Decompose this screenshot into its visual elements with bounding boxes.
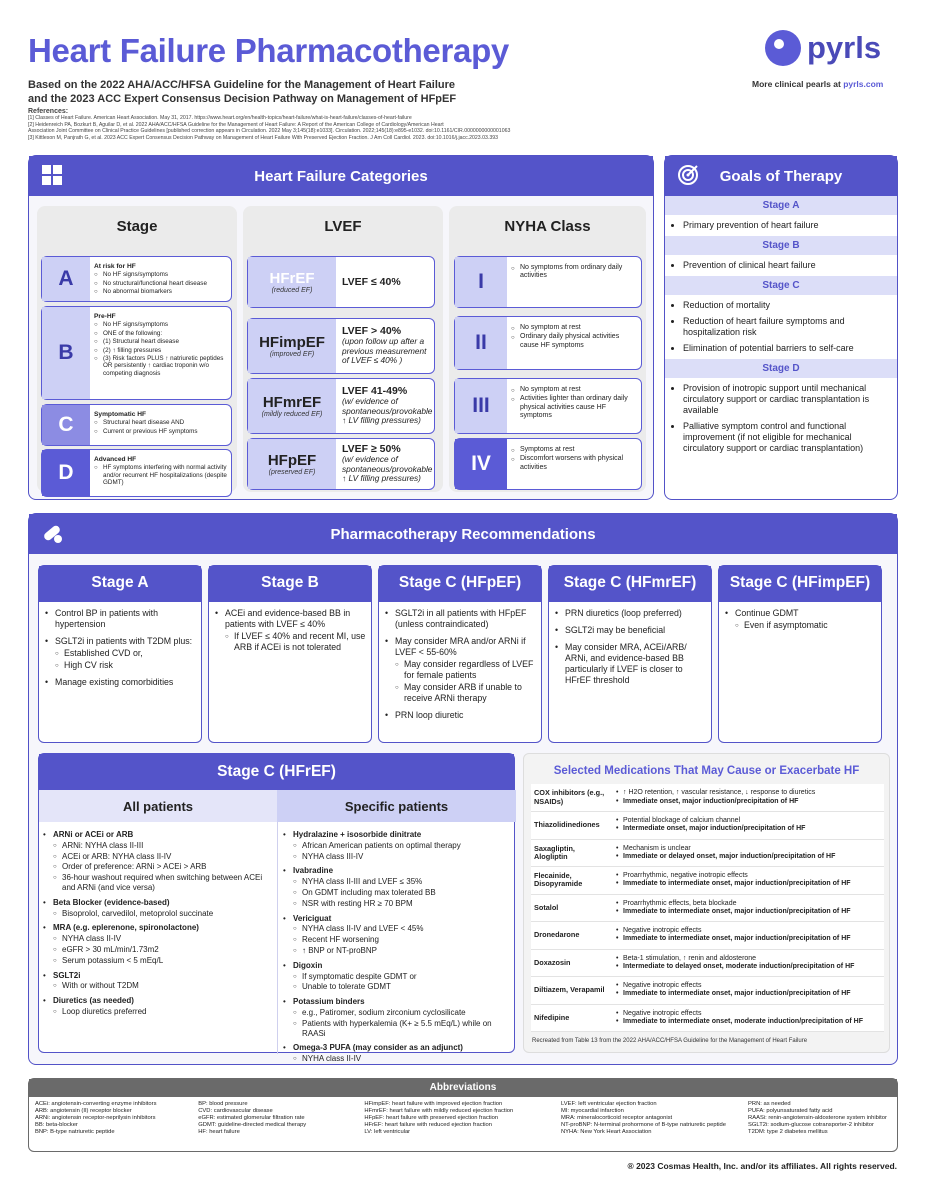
all-patients-list (43, 830, 275, 1022)
drug-class-item (283, 866, 513, 908)
drug-class-detail: ○ African American patients on optimal therapy (293, 841, 513, 851)
drug-class-detail: ○ On GDMT including max tolerated BB (293, 888, 513, 898)
meds-title: Selected Medications That May Cause or Exacerbate HF (553, 765, 860, 777)
drug-class-detail: ○ Loop diuretics preferred (53, 1007, 275, 1017)
stage-detail: ○ No abnormal biomarkers (94, 288, 207, 295)
lvef-threshold: LVEF 41-49% (342, 385, 408, 398)
recommendation-subitem: ○ Even if asymptomatic (735, 620, 877, 631)
recommendation-item (555, 642, 707, 686)
med-row (531, 894, 884, 922)
reference-line: [2] Heidenreich PA, Bozkurt B, Aguilar D, et al. 2022 AHA/ACC/HFSA Guideline for the Management of Heart Failure: A Report of the American College of Cardiology/American Heart (28, 121, 444, 128)
med-name: Nifedipine (531, 1004, 613, 1032)
abbreviation-entry: ARB: angiotensin (II) receptor blocker (35, 1108, 132, 1114)
abbreviation-entry: NT-proBNP: N-terminal prohormone of B-type natriuretic peptide (560, 1122, 726, 1128)
pharm-stage-title: Stage B (209, 566, 371, 602)
drug-class-detail: ○ e.g., Patiromer, sodium zirconium cyclosilicate (293, 1008, 513, 1018)
abbreviation-entry: PRN: as needed (748, 1101, 791, 1107)
med-name: Flecainide, Disopyramide (531, 867, 613, 895)
pharm-stage-title: Stage C (HFimpEF) (719, 566, 881, 602)
stage-card-d (41, 449, 232, 497)
lvef-name: HFimpEF (259, 334, 325, 351)
pyrls-logo[interactable]: pyrls (765, 30, 881, 66)
abbreviation-entry: GDMT: guideline-directed medical therapy (198, 1122, 307, 1128)
med-mechanism: • Negative inotropic effects (616, 982, 702, 990)
meds-table (531, 784, 884, 1032)
lvef-value (336, 379, 438, 433)
lvef-note: (w/ evidence of spontaneous/provokable ↑ LV filling pressures) (342, 396, 433, 426)
nyha-card-i (454, 256, 642, 308)
abbreviation-entry: LVEF: left ventricular ejection fraction (560, 1101, 657, 1107)
med-mechanism: • Negative inotropic effects (616, 927, 702, 935)
drug-class-detail: ○ ARNi: NYHA class II-III (53, 841, 275, 851)
recommendation-item (45, 636, 197, 671)
drug-class-item (283, 961, 513, 992)
nyha-detail: ○ No symptoms from ordinary daily activities (511, 264, 637, 281)
abbreviation-entry: T2DM: type 2 diabetes mellitus (748, 1129, 828, 1135)
drug-class-detail: ○ Patients with hyperkalemia (K+ ≥ 5.5 mEq/L) while on RAASi (293, 1019, 513, 1039)
recommendation-text: May consider MRA, ACEi/ARB/ ARNi, and evidence-based BB particularly if LVEF is closer to HFrEF threshold (565, 642, 687, 685)
pharm-stage-card (548, 565, 712, 743)
abbreviations-title: Abbreviations (29, 1079, 897, 1097)
nyha-column-title: NYHA Class (504, 218, 591, 235)
recommendation-item (385, 710, 537, 721)
med-mechanism: • Proarrhythmic effects, beta blockade (616, 899, 737, 907)
stage-detail: ○ No HF signs/symptoms (94, 321, 227, 328)
abbreviation-entry: HF: heart failure (198, 1129, 240, 1135)
nyha-class-number: III (455, 379, 507, 433)
stage-detail: ○ ONE of the following: (94, 330, 227, 337)
lvef-note: (upon follow up after a previous measurement of LVEF ≤ 40% ) (342, 336, 427, 366)
pharm-stage-card (718, 565, 882, 743)
med-name: Sotalol (531, 894, 613, 922)
med-name: Saxagliptin, Alogliptin (531, 839, 613, 867)
drug-class-name: Omega-3 PUFA (may consider as an adjunct) (293, 1043, 463, 1053)
abbreviation-entry: MI: myocardial infarction (560, 1108, 624, 1114)
stage-column (37, 206, 237, 492)
drug-class-detail: ○ ↑ BNP or NT-proBNP (293, 946, 513, 956)
goal-item: • Reduction of mortality (683, 300, 889, 311)
hf-categories-panel (28, 155, 654, 500)
reference-line: [3] Kittleson M, Panjrath G, et al. 2023 ACC Expert Consensus Decision Pathway on Management of Heart Failure With Preserved Ejection Fraction. J Am Coll Cardiol. 2023. doi:10.1016/j.jacc.2023.03.393 (28, 134, 498, 141)
pill-icon (41, 522, 63, 544)
meds-note: Recreated from Table 13 from the 2022 AHA/ACC/HFSA Guideline for the Management of Heart Failure (532, 1038, 808, 1044)
abbreviation-column (198, 1101, 358, 1136)
stage-detail: ○ (2) ↑ filling pressures (94, 347, 227, 354)
stage-column-title: Stage (116, 218, 158, 235)
abbreviation-entry: BB: beta-blocker (35, 1122, 78, 1128)
recommendation-item (385, 636, 537, 704)
recommendation-text: Control BP in patients with hypertension (55, 608, 159, 629)
goal-item: • Palliative symptom control and functional improvement (if not eligible for mechanical circulatory support or cardiac transplantation) (683, 421, 889, 454)
goal-stage-header: Stage C (665, 276, 897, 295)
lvef-card-hfref (247, 256, 435, 308)
med-name: COX inhibitors (e.g., NSAIDs) (531, 784, 613, 812)
drug-class-detail: ○ With or without T2DM (53, 981, 275, 991)
med-onset: • Immediate to intermediate onset, major induction/precipitation of HF (616, 907, 851, 915)
abbreviation-entry: RAASi: renin-angiotensin-aldosterone system inhibitor (748, 1115, 887, 1121)
recommendation-text: SGLT2i may be beneficial (565, 625, 666, 635)
drug-class-name: Vericiguat (293, 913, 332, 923)
drug-class-item (283, 914, 513, 956)
stage-heading: Symptomatic HF (94, 411, 147, 418)
nyha-detail: ○ Discomfort worsens with physical activities (511, 455, 637, 472)
goals-header: Goals of Therapy (665, 156, 897, 196)
abbreviation-column (35, 1101, 192, 1136)
drug-class-item (43, 923, 275, 965)
drug-class-item (283, 830, 513, 861)
stage-card-b (41, 306, 232, 400)
nyha-description (507, 257, 641, 307)
drug-class-detail: ○ NYHA class II-III and LVEF ≤ 35% (293, 877, 513, 887)
lvef-subtitle: (mildly reduced EF) (261, 411, 323, 418)
med-mechanism: • Proarrhythmic, negative inotropic effects (616, 872, 748, 880)
stage-description (90, 450, 231, 496)
subtitle: Based on the 2022 AHA/ACC/HFSA Guideline for the Management of Heart Failure and the 2023 ACC Expert Consensus Decision Pathway on Management of HFpEF (28, 79, 457, 105)
nyha-class-number: I (455, 257, 507, 307)
pharm-stage-title: Stage C (HFmrEF) (549, 566, 711, 602)
stage-description (90, 257, 211, 301)
stage-letter: B (42, 307, 90, 399)
recommendation-text: Manage existing comorbidities (55, 677, 174, 687)
stage-detail: ○ No structural/functional heart disease (94, 280, 207, 287)
drug-class-name: MRA (e.g. eplerenone, spironolactone) (53, 923, 199, 933)
specific-patients-list (283, 830, 513, 1069)
med-row (531, 1004, 884, 1032)
drug-class-detail: ○ NYHA class II-IV and LVEF < 45% (293, 924, 513, 934)
nyha-description (507, 317, 641, 369)
lvef-note: (w/ evidence of spontaneous/provokable ↑ LV filling pressures) (342, 454, 433, 484)
drug-class-name: Digoxin (293, 960, 323, 970)
stage-detail: ○ (3) Risk factors PLUS ↑ natriuretic peptides OR persistently ↑ cardiac troponin w/o competing diagnosis (94, 355, 227, 377)
goal-stage-header: Stage D (665, 359, 897, 378)
recommendation-text: ACEi and evidence-based BB in patients with LVEF ≤ 40% (225, 608, 351, 629)
drug-class-name: Beta Blocker (evidence-based) (53, 897, 170, 907)
abbreviation-entry: NYHA: New York Heart Association (560, 1129, 652, 1135)
recommendation-item (555, 625, 707, 636)
drug-class-detail: ○ ACEi or ARB: NYHA class II-IV (53, 852, 275, 862)
abbreviation-entry: BP: blood pressure (198, 1101, 248, 1107)
nyha-column (449, 206, 646, 492)
stage-card-c (41, 404, 232, 446)
nyha-detail: ○ Ordinary daily physical activities cause HF symptoms (511, 333, 637, 350)
lvef-subtitle: (improved EF) (269, 351, 315, 358)
med-mechanism: • Mechanism is unclear (616, 844, 691, 852)
recommendation-subitem: ○ Established CVD or, (55, 648, 197, 659)
abbreviation-column (561, 1101, 742, 1136)
nyha-description (507, 439, 641, 489)
drug-class-name: Diuretics (as needed) (53, 996, 134, 1006)
lvef-type (248, 439, 336, 489)
copyright: ® 2023 Cosmas Health, Inc. and/or its affiliates. All rights reserved. (627, 1161, 897, 1171)
drug-class-item (43, 996, 275, 1017)
hf-categories-header: Heart Failure Categories (29, 156, 653, 196)
abbreviation-entry: BNP: B-type natriuretic peptide (35, 1129, 115, 1135)
abbreviation-entry: HFimpEF: heart failure with improved ejection fraction (364, 1101, 503, 1107)
nyha-card-iii (454, 378, 642, 434)
med-mechanism: • Beta-1 stimulation, ↑ renin and aldosterone (616, 954, 757, 962)
nyha-description (507, 379, 641, 433)
abbreviation-column (748, 1101, 891, 1136)
lvef-type (248, 319, 336, 373)
med-row (531, 949, 884, 977)
drug-class-detail: ○ eGFR > 30 mL/min/1.73m2 (53, 945, 275, 955)
recommendation-text: SGLT2i in patients with T2DM plus: (55, 636, 193, 646)
drug-class-name: Ivabradine (293, 866, 334, 876)
goal-stage-header: Stage B (665, 236, 897, 255)
drug-class-detail: ○ Bisoprolol, carvedilol, metoprolol succinate (53, 909, 275, 919)
goals-panel (664, 155, 898, 500)
abbreviation-entry: HFpEF: heart failure with preserved ejection fraction (364, 1115, 499, 1121)
med-onset: • Immediate onset, major induction/precipitation of HF (616, 797, 799, 805)
drug-class-item (43, 830, 275, 893)
drug-class-detail: ○ NYHA class III-IV (293, 852, 513, 862)
med-name: Thiazolidinediones (531, 812, 613, 840)
med-onset: • Intermediate to delayed onset, moderate induction/precipitation of HF (616, 962, 855, 970)
med-onset: • Immediate to intermediate onset, major induction/precipitation of HF (616, 990, 851, 998)
stage-card-a (41, 256, 232, 302)
med-row (531, 784, 884, 812)
grid-icon (41, 164, 63, 186)
drug-class-item (43, 971, 275, 992)
drug-class-detail: ○ If symptomatic despite GDMT or (293, 972, 513, 982)
recommendation-subitem: ○ High CV risk (55, 660, 197, 671)
lvef-name: HFrEF (269, 270, 315, 287)
hfref-title: Stage C (HFrEF) (39, 754, 514, 790)
meds-section (523, 753, 890, 1053)
abbreviation-column (364, 1101, 555, 1136)
goal-item: • Primary prevention of heart failure (683, 220, 889, 231)
med-row (531, 839, 884, 867)
abbreviation-entry: CVD: cardiovascular disease (198, 1108, 273, 1114)
lvef-column (243, 206, 443, 492)
recommendation-item (45, 677, 197, 688)
abbreviation-entry: PUFA: polyunsaturated fatty acid (748, 1108, 833, 1114)
goal-item: • Reduction of heart failure symptoms and hospitalization risk (683, 316, 889, 338)
recommendation-subitem: ○ If LVEF ≤ 40% and recent MI, use ARB if ACEi is not tolerated (225, 631, 367, 653)
lvef-card-hfpef (247, 438, 435, 490)
recommendation-item (215, 608, 367, 653)
lvef-threshold: LVEF ≤ 40% (342, 275, 401, 288)
lvef-subtitle: (reduced EF) (271, 287, 313, 294)
pharm-stage-title: Stage C (HFpEF) (379, 566, 541, 602)
stage-description (90, 307, 231, 399)
med-onset: • Intermediate onset, major induction/precipitation of HF (616, 825, 806, 833)
lvef-value (336, 257, 407, 307)
recommendation-item (45, 608, 197, 630)
stage-letter: D (42, 450, 90, 496)
nyha-card-ii (454, 316, 642, 370)
nyha-detail: ○ No symptom at rest (511, 324, 637, 332)
stage-detail: ○ Current or previous HF symptoms (94, 428, 197, 435)
abbreviation-entry: eGFR: estimated glomerular filtration rate (198, 1115, 305, 1121)
all-patients-header: All patients (39, 790, 277, 822)
lvef-subtitle: (preserved EF) (268, 469, 316, 476)
lvef-threshold: LVEF > 40% (342, 325, 402, 338)
med-row (531, 812, 884, 840)
recommendation-item (555, 608, 707, 619)
pharm-stage-card (208, 565, 372, 743)
drug-class-item (283, 1043, 513, 1064)
stage-description (90, 405, 201, 445)
med-row (531, 977, 884, 1005)
goal-stage-header: Stage A (665, 196, 897, 215)
hfref-section (38, 753, 515, 1064)
pharm-stage-card (38, 565, 202, 743)
nyha-class-number: II (455, 317, 507, 369)
pearls-link[interactable]: More clinical pearls at pyrls.com (752, 79, 884, 89)
drug-class-detail: ○ Unable to tolerate GDMT (293, 982, 513, 992)
abbreviation-entry: MRA: mineralocorticoid receptor antagonist (560, 1115, 673, 1121)
lvef-name: HFmrEF (262, 394, 322, 411)
lvef-value (336, 439, 438, 489)
stage-detail: ○ No HF signs/symptoms (94, 271, 207, 278)
page-title: Heart Failure Pharmacotherapy (28, 32, 509, 69)
drug-class-item (43, 898, 275, 919)
med-name: Dronedarone (531, 922, 613, 950)
stage-letter: C (42, 405, 90, 445)
lvef-card-hfimpef (247, 318, 435, 374)
med-name: Doxazosin (531, 949, 613, 977)
lvef-column-title: LVEF (324, 218, 362, 235)
abbreviation-entry: SGLT2i: sodium-glucose cotransporter-2 inhibitor (748, 1122, 874, 1128)
med-mechanism: • ↑ H2O retention, ↑ vascular resistance, ↓ response to diuretics (616, 789, 816, 797)
drug-class-item (283, 997, 513, 1038)
drug-class-detail: ○ NYHA class II-IV (53, 934, 275, 944)
goal-item: • Elimination of potential barriers to self-care (683, 343, 889, 354)
med-mechanism: • Potential blockage of calcium channel (616, 817, 741, 825)
stage-letter: A (42, 257, 90, 301)
recommendation-text: SGLT2i in all patients with HFpEF (unless contraindicated) (395, 608, 527, 629)
abbreviation-entry: ACEi: angiotensin-converting enzyme inhibitors (35, 1101, 157, 1107)
med-onset: • Immediate to intermediate onset, major induction/precipitation of HF (616, 935, 851, 943)
med-row (531, 922, 884, 950)
drug-class-name: SGLT2i (53, 970, 81, 980)
recommendation-item (725, 608, 877, 631)
specific-patients-header: Specific patients (277, 790, 516, 822)
drug-class-name: Potassium binders (293, 997, 365, 1007)
drug-class-detail: ○ Recent HF worsening (293, 935, 513, 945)
nyha-class-number: IV (455, 439, 507, 489)
drug-class-detail: ○ Serum potassium < 5 mEq/L (53, 956, 275, 966)
recommendation-subitem: ○ May consider regardless of LVEF for female patients (395, 659, 537, 681)
lvef-name: HFpEF (267, 452, 317, 469)
nyha-detail: ○ Symptoms at rest (511, 446, 637, 454)
nyha-detail: ○ No symptom at rest (511, 386, 637, 394)
med-row (531, 867, 884, 895)
lvef-card-hfmref (247, 378, 435, 434)
reference-line: [1] Classes of Heart Failure. American Heart Association. May 31, 2017. https://www.heart.org/en/health-topics/heart-failure/what-is-heart-failure/classes-of-heart-failure (28, 115, 412, 122)
drug-class-detail: ○ Order of preference: ARNi > ACEi > ARB (53, 862, 275, 872)
recommendation-item (385, 608, 537, 630)
goal-item: • Prevention of clinical heart failure (683, 260, 889, 271)
nyha-detail: ○ Activities lighter than ordinary daily physical activities cause HF symptoms (511, 395, 637, 420)
med-onset: • Immediate to intermediate onset, moderate induction/precipitation of HF (616, 1017, 863, 1025)
drug-class-detail: ○ 36-hour washout required when switching between ACEi and ARNi (and vice versa) (53, 873, 275, 893)
nyha-card-iv (454, 438, 642, 490)
lvef-type (248, 379, 336, 433)
med-mechanism: • Negative inotropic effects (616, 1009, 702, 1017)
reference-line: Association Joint Committee on Clinical Practice Guidelines [published correction appears in Circulation. 2022 May 3;145(18):e1033]. Circulation. 2022;145(18):e895-e1032. doi:10.1161/CIR.0000000000001063 (28, 128, 511, 135)
drug-class-detail: ○ NSR with resting HR ≥ 70 BPM (293, 899, 513, 909)
lvef-value (336, 319, 434, 373)
pharm-stage-title: Stage A (39, 566, 201, 602)
stage-heading: Pre-HF (94, 313, 116, 320)
drug-class-name: Hydralazine + isosorbide dinitrate (293, 830, 422, 839)
goal-item: • Provision of inotropic support until mechanical circulatory support or cardiac transplantation is available (683, 383, 889, 416)
recommendation-text: PRN diuretics (loop preferred) (565, 608, 682, 618)
drug-class-detail: ○ NYHA class II-IV (293, 1054, 513, 1064)
lvef-type (248, 257, 336, 307)
stage-detail: ○ (1) Structural heart disease (94, 338, 227, 345)
recommendation-text: May consider MRA and/or ARNi if LVEF < 55-60% (395, 636, 526, 657)
stage-detail: ○ Structural heart disease AND (94, 419, 197, 426)
abbreviation-entry: ARNi: angiotensin receptor-neprilysin inhibitors (35, 1115, 156, 1121)
stage-detail: ○ HF symptoms interfering with normal activity and/or recurrent HF hospitalizations (despite GDMT) (94, 464, 227, 486)
abbreviation-entry: HFmrEF: heart failure with mildly reduced ejection fraction (364, 1108, 514, 1114)
recommendation-text: PRN loop diuretic (395, 710, 464, 720)
abbreviations-panel (28, 1078, 898, 1152)
pharm-stage-card (378, 565, 542, 743)
stage-heading: Advanced HF (94, 456, 137, 463)
pyrls-logo-icon (765, 30, 801, 66)
med-onset: • Immediate or delayed onset, major induction/precipitation of HF (616, 852, 836, 860)
drug-class-name: ARNi or ACEi or ARB (53, 830, 134, 839)
target-icon (677, 164, 699, 186)
med-onset: • Immediate to intermediate onset, major induction/precipitation of HF (616, 880, 851, 888)
recommendation-subitem: ○ May consider ARB if unable to receive ARNi therapy (395, 682, 537, 704)
stage-heading: At risk for HF (94, 263, 136, 270)
recommendation-text: Continue GDMT (735, 608, 799, 618)
pharmacotherapy-header: Pharmacotherapy Recommendations (29, 514, 897, 554)
abbreviation-entry: HFrEF: heart failure with reduced ejection fraction (364, 1122, 492, 1128)
abbreviation-entry: LV: left ventricular (364, 1129, 411, 1135)
references: References: [1] Classes of Heart Failure. American Heart Association. May 31, 2017. https://www.heart.org/en/health-topics/heart-failure/what-is-heart-failure/classes-of-heart-failure [2] Heidenreich PA, Bozkurt B, Aguilar D, et al. 2022 AHA/ACC/HFSA Guideline for the Management of Heart Failure: A Report of the American College of Cardiology/American Heart Association Joint Committee on Clinical Practice Guidelines [published correction appears in Circulation. 2022 May 3;145(18):e1033]. Circulation. 2022;145(18):e895-e1032. doi:10.1161/CIR.0000000000001063 [3] Kittleson M, Panjrath G, et al. 2023 ACC Expert Consensus Decision Pathway on Management of Heart Failure With Preserved Ejection Fraction. J Am Coll Cardiol. 2023. doi:10.1016/j.jacc.2023.03.393 (28, 109, 648, 141)
lvef-threshold: LVEF ≥ 50% (342, 443, 401, 456)
med-name: Diltiazem, Verapamil (531, 977, 613, 1005)
